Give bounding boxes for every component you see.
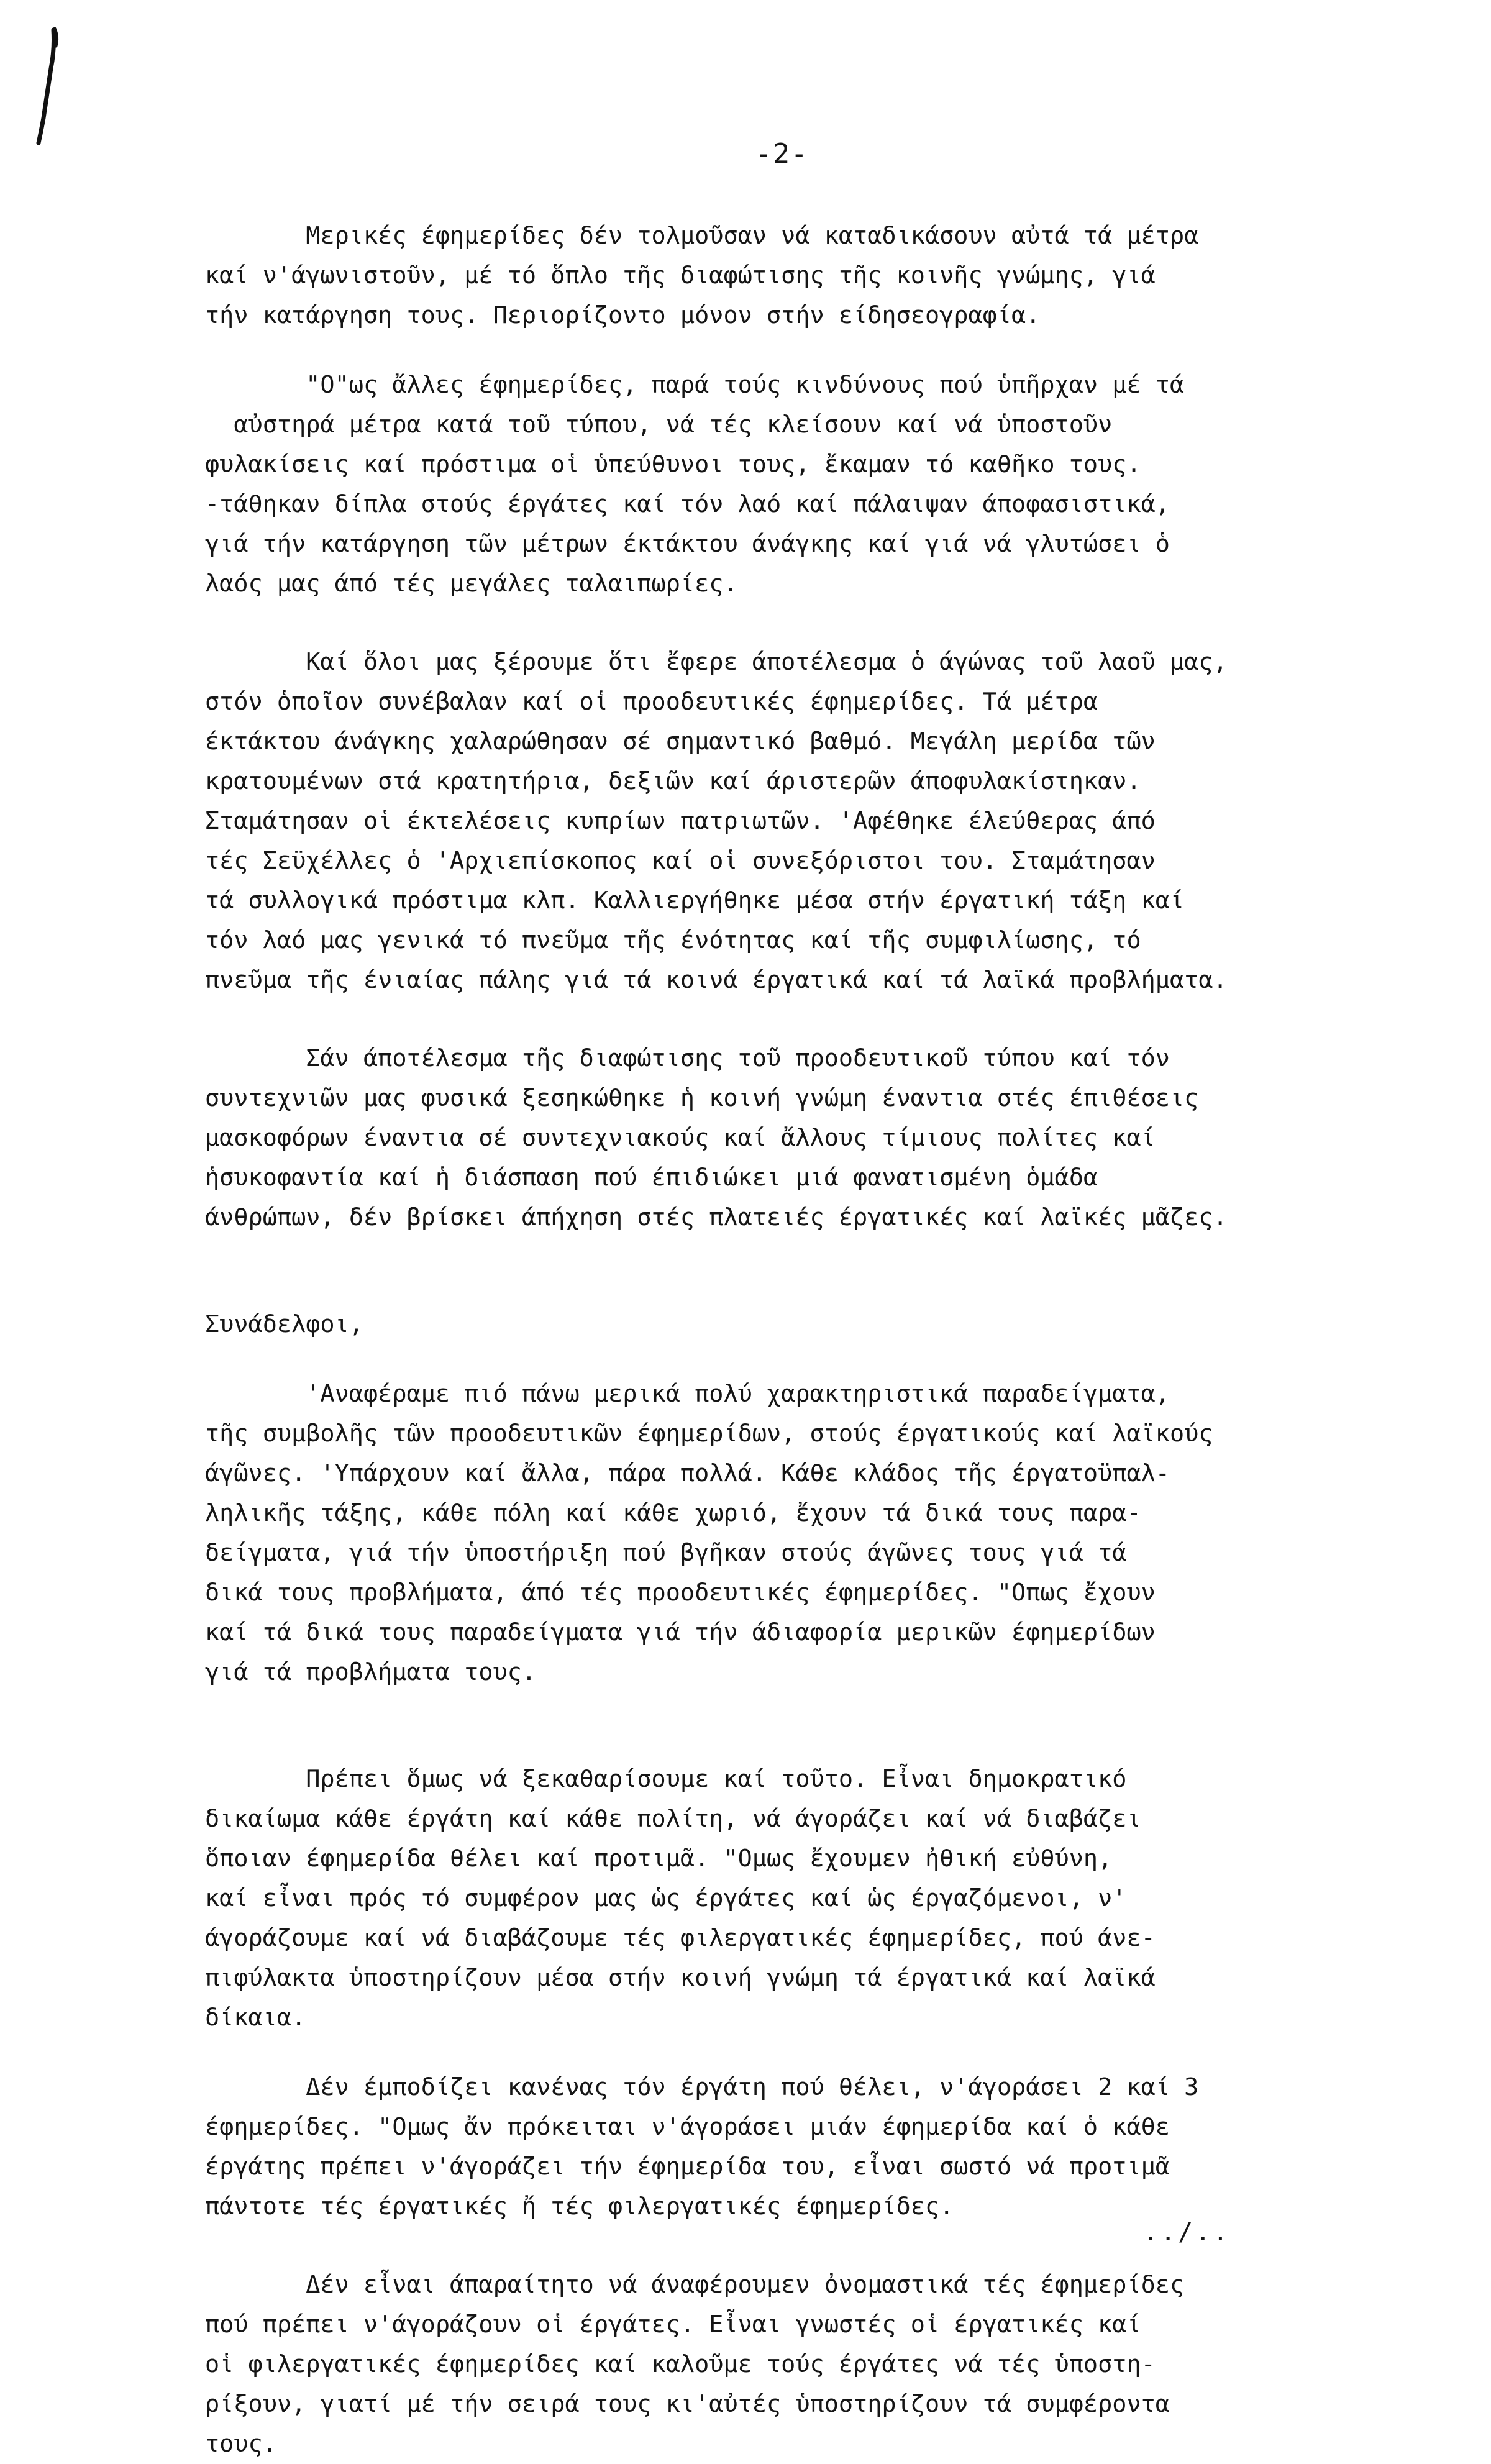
text-line: Πρέπει ὅμως νά ξεκαθαρίσουμε καί τοῦτο. Εἶναι δημοκρατικό (205, 1765, 1127, 1793)
text-line: κρατουμένων στά κρατητήρια, δεξιῶν καί άριστερῶν άποφυλακίστηκαν. (205, 767, 1141, 795)
text-line: άγοράζουμε καί νά διαβάζουμε τές φιλεργατικές έφημερίδες, πού άνε- (205, 1924, 1156, 1952)
text-line: Σάν άποτέλεσμα τῆς διαφώτισης τοῦ προοδευτικοῦ τύπου καί τόν (205, 1044, 1170, 1072)
text-line: τές Σεϋχέλλες ὁ 'Αρχιεπίσκοπος καί οἱ συνεξόριστοι του. Σταμάτησαν (205, 847, 1156, 875)
text-line: καί ν'άγωνιστοῦν, μέ τό ὅπλο τῆς διαφώτισης τῆς κοινῆς γνώμης, γιά (205, 262, 1156, 290)
text-line: δίκαια. (205, 2004, 306, 2032)
text-line: Συνάδελφοι, (205, 1310, 363, 1338)
text-line: πού πρέπει ν'άγοράζουν οἱ έργάτες. Εἶναι γνωστές οἱ έργατικές καί (205, 2311, 1141, 2339)
text-line: ληλικῆς τάξης, κάθε πόλη καί κάθε χωριό, ἔχουν τά δικά τους παρα- (205, 1499, 1141, 1527)
text-line: άνθρώπων, δέν βρίσκει άπήχηση στές πλατειές έργατικές καί λαϊκές μᾶζες. (205, 1203, 1228, 1231)
paragraph-democratic-right (205, 1759, 1448, 2038)
text-line: καί εἶναι πρός τό συμφέρον μας ὡς έργάτες καί ὡς έργαζόμενοι, ν' (205, 1884, 1127, 1912)
text-line: στόν ὁποῖον συνέβαλαν καί οἱ προοδευτικές έφημερίδες. Τά μέτρα (205, 688, 1098, 716)
text-line: φυλακίσεις καί πρόστιμα οἱ ὑπεύθυνοι τους, ἔκαμαν τό καθῆκο τους. (205, 450, 1141, 478)
text-line: ρίξουν, γιατί μέ τήν σειρά τους κι'αὐτές ὑποστηρίζουν τά συμφέροντα (205, 2390, 1170, 2418)
text-line: πιφύλακτα ὑποστηρίζουν μέσα στήν κοινή γνώμη τά έργατικά καί λαϊκά (205, 1964, 1156, 1992)
page-number: -2- (755, 138, 809, 170)
text-line: ὅποιαν έφημερίδα θέλει καί προτιμᾶ. "Ομως ἔχουμεν ἠθική εὐθύνη, (205, 1845, 1113, 1873)
text-line: Δέν έμποδίζει κανένας τόν έργάτη πού θέλει, ν'άγοράσει 2 καί 3 (205, 2073, 1199, 2101)
text-line: πνεῦμα τῆς ένιαίας πάλης γιά τά κοινά έργατικά καί τά λαϊκά προβλήματα. (205, 966, 1228, 994)
continuation-mark: ../.. (1143, 2218, 1231, 2247)
text-line: άγῶνες. 'Υπάρχουν καί ἄλλα, πάρα πολλά. Κάθε κλάδος τῆς έργατοϋπαλ- (205, 1459, 1170, 1487)
text-line: Μερικές έφημερίδες δέν τολμοῦσαν νά καταδικάσουν αὐτά τά μέτρα (205, 222, 1199, 250)
paragraph-other-newspapers (205, 365, 1448, 604)
text-line: ἡσυκοφαντία καί ἡ διάσπαση πού έπιδιώκει μιά φανατισμένη ὁμάδα (205, 1164, 1098, 1192)
text-line: "Ο"ως ἄλλες έφημερίδες, παρά τούς κινδύνους πού ὑπῆρχαν μέ τά (205, 371, 1185, 399)
salutation (205, 1305, 1448, 1344)
text-line: δικαίωμα κάθε έργάτη καί κάθε πολίτη, νά άγοράζει καί νά διαβάζει (205, 1805, 1141, 1833)
text-line: έκτάκτου άνάγκης χαλαρώθησαν σέ σημαντικό βαθμό. Μεγάλη μερίδα τῶν (205, 728, 1156, 755)
text-line: Δέν εἶναι άπαραίτητο νά άναφέρουμεν ὀνομαστικά τές έφημερίδες (205, 2271, 1185, 2299)
paragraph-naming-newspapers (205, 2265, 1448, 2464)
text-line: μασκοφόρων έναντια σέ συντεχνιακούς καί ἄλλους τίμιους πολίτες καί (205, 1124, 1156, 1152)
text-line: συντεχνιῶν μας φυσικά ξεσηκώθηκε ἡ κοινή γνώμη έναντια στές έπιθέσεις (205, 1084, 1199, 1112)
text-line: Σταμάτησαν οἱ έκτελέσεις κυπρίων πατριωτῶν. 'Αφέθηκε έλεύθερας άπό (205, 807, 1156, 835)
paragraph-examples (205, 1374, 1448, 1692)
text-line: δείγματα, γιά τήν ὑποστήριξη πού βγῆκαν στούς άγῶνες τους γιά τά (205, 1539, 1127, 1567)
text-line: πάντοτε τές έργατικές ἤ τές φιλεργατικές έφημερίδες. (205, 2193, 954, 2220)
text-line: 'Αναφέραμε πιό πάνω μερικά πολύ χαρακτηριστικά παραδείγματα, (205, 1380, 1170, 1408)
text-line: έφημερίδες. "Ομως ἄν πρόκειται ν'άγοράσει μιάν έφημερίδα καί ὁ κάθε (205, 2113, 1170, 2141)
text-line: -τάθηκαν δίπλα στούς έργάτες καί τόν λαό καί πάλαιψαν άποφασιστικά, (205, 490, 1170, 518)
text-line: οἱ φιλεργατικές έφημερίδες καί καλοῦμε τούς έργάτες νά τές ὑποστη- (205, 2350, 1156, 2378)
text-line: γιά τά προβλήματα τους. (205, 1658, 537, 1686)
paragraph-buying-newspapers (205, 2068, 1448, 2227)
text-line: τόν λαό μας γενικά τό πνεῦμα τῆς ένότητας καί τῆς συμφιλίωσης, τό (205, 926, 1141, 954)
text-line: Καί ὅλοι μας ξέρουμε ὅτι ἔφερε άποτέλεσμα ὁ άγώνας τοῦ λαοῦ μας, (205, 648, 1228, 676)
text-line: τήν κατάργηση τους. Περιορίζοντο μόνον στήν είδησεογραφία. (205, 301, 1041, 329)
text-line: τους. (205, 2430, 277, 2458)
paragraph-restricted-news (205, 216, 1448, 335)
text-line: δικά τους προβλήματα, άπό τές προοδευτικές έφημερίδες. "Οπως ἔχουν (205, 1579, 1156, 1607)
text-line: λαός μας άπό τές μεγάλες ταλαιπωρίες. (205, 570, 738, 598)
text-line: αὐστηρά μέτρα κατά τοῦ τύπου, νά τές κλείσουν καί νά ὑποστοῦν (205, 411, 1113, 439)
text-line: καί τά δικά τους παραδείγματα γιά τήν άδιαφορία μερικῶν έφημερίδων (205, 1618, 1156, 1646)
paragraph-results (205, 642, 1448, 1000)
document-body (205, 216, 1448, 2464)
text-line: έργάτης πρέπει ν'άγοράζει τήν έφημερίδα του, εἶναι σωστό νά προτιμᾶ (205, 2153, 1170, 2181)
handwritten-margin-mark (32, 25, 70, 149)
text-line: γιά τήν κατάργηση τῶν μέτρων έκτάκτου άνάγκης καί γιά νά γλυτώσει ὁ (205, 530, 1170, 558)
text-line: τῆς συμβολῆς τῶν προοδευτικῶν έφημερίδων, στούς έργατικούς καί λαϊκούς (205, 1420, 1213, 1448)
paragraph-public-opinion (205, 1039, 1448, 1238)
text-line: τά συλλογικά πρόστιμα κλπ. Καλλιεργήθηκε μέσα στήν έργατική τάξη καί (205, 887, 1185, 915)
